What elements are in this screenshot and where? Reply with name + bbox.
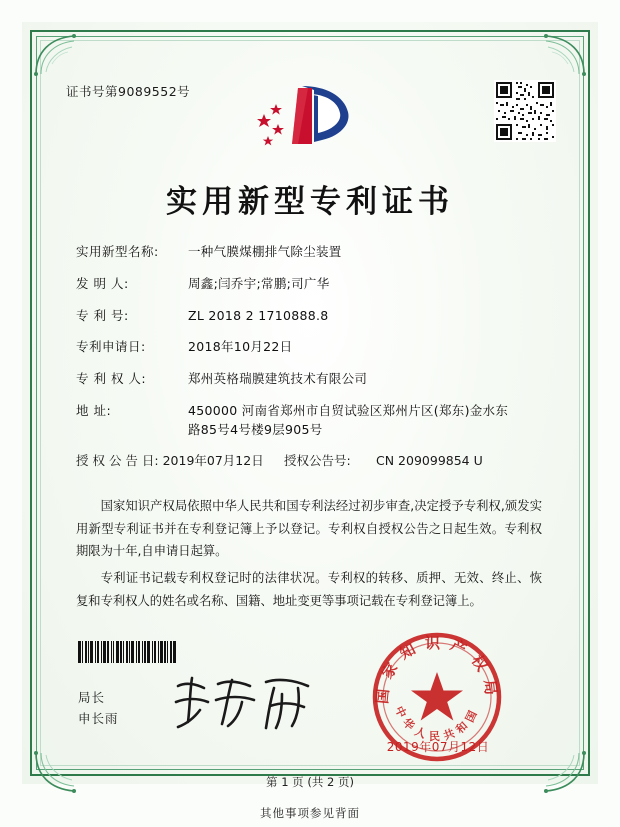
address-line-2: 路85号4号楼9层905号 [188,421,323,437]
field-label: 专 利 权 人: [76,371,147,386]
svg-text:中华人民共和国: 中华人民共和国 [392,704,482,743]
paragraph-1: 国家知识产权局依照中华人民共和国专利法经过初步审查,决定授予专利权,颁发实用新型专利证书并在专利登记簿上予以登记。专利权自授权公告之日起生效。专利权期限为十年,自申请日起算。 [76,499,542,559]
field-list [76,243,546,484]
field-row-invention-name [76,243,546,262]
grant-date-pair [76,452,284,471]
page-indicator: 第 1 页 (共 2 页) [266,775,354,789]
field-label: 专 利 号: [76,307,129,323]
field-value: 郑州英格瑞膜建筑技术有限公司 [188,371,368,386]
signature-labels [78,688,119,729]
field-row-address [76,402,546,440]
qr-code [494,80,556,142]
field-value: CN 209099854 U [376,453,483,469]
certificate-number: 证书号第9089552号 [66,84,191,99]
field-label: 发 明 人: [76,275,129,291]
field-label: 授 权 公 告 日: [76,453,159,469]
address-line-1: 450000 河南省郑州市自贸试验区郑州片区(郑东)金水东 [188,402,509,418]
field-value: 2018年10月22日 [188,339,293,355]
paragraph-2: 专利证书记载专利权登记时的法律状况。专利权的转移、质押、无效、终止、恢复和专利权人的姓名或名称、国籍、地址变更等事项记载在专利登记簿上。 [76,571,542,608]
director-name: 申长雨 [78,710,119,726]
field-value: 2019年07月12日 [162,453,264,469]
field-value: ZL 2018 2 1710888.8 [188,307,329,323]
field-row-grant-announcement [76,452,546,471]
barcode [78,641,188,663]
footnote: 其他事项参见背面 [260,806,360,820]
field-row-patent-number [76,307,546,326]
field-value: 周鑫;闫乔宇;常鹏;司广华 [188,275,330,291]
director-label: 局长 [78,690,106,705]
field-label: 专利申请日: [76,339,146,355]
field-label: 地 址: [76,402,112,418]
field-row-patentee [76,370,546,389]
legal-text-block [76,495,542,617]
svg-text:国家知识产权局: 国家知识产权局 [373,634,501,705]
field-value: 一种气膜煤棚排气除尘装置 [188,244,342,259]
page-title: 实用新型专利证书 [166,184,454,220]
field-value [188,402,546,440]
field-label: 授权公告号: [284,453,351,469]
cnipa-logo-icon [252,80,352,152]
seal-date: 2019年07月12日 [386,740,490,754]
handwritten-signature-icon [170,672,320,734]
field-row-application-date [76,338,546,357]
field-label: 实用新型名称: [76,244,159,259]
field-row-inventors [76,275,546,294]
